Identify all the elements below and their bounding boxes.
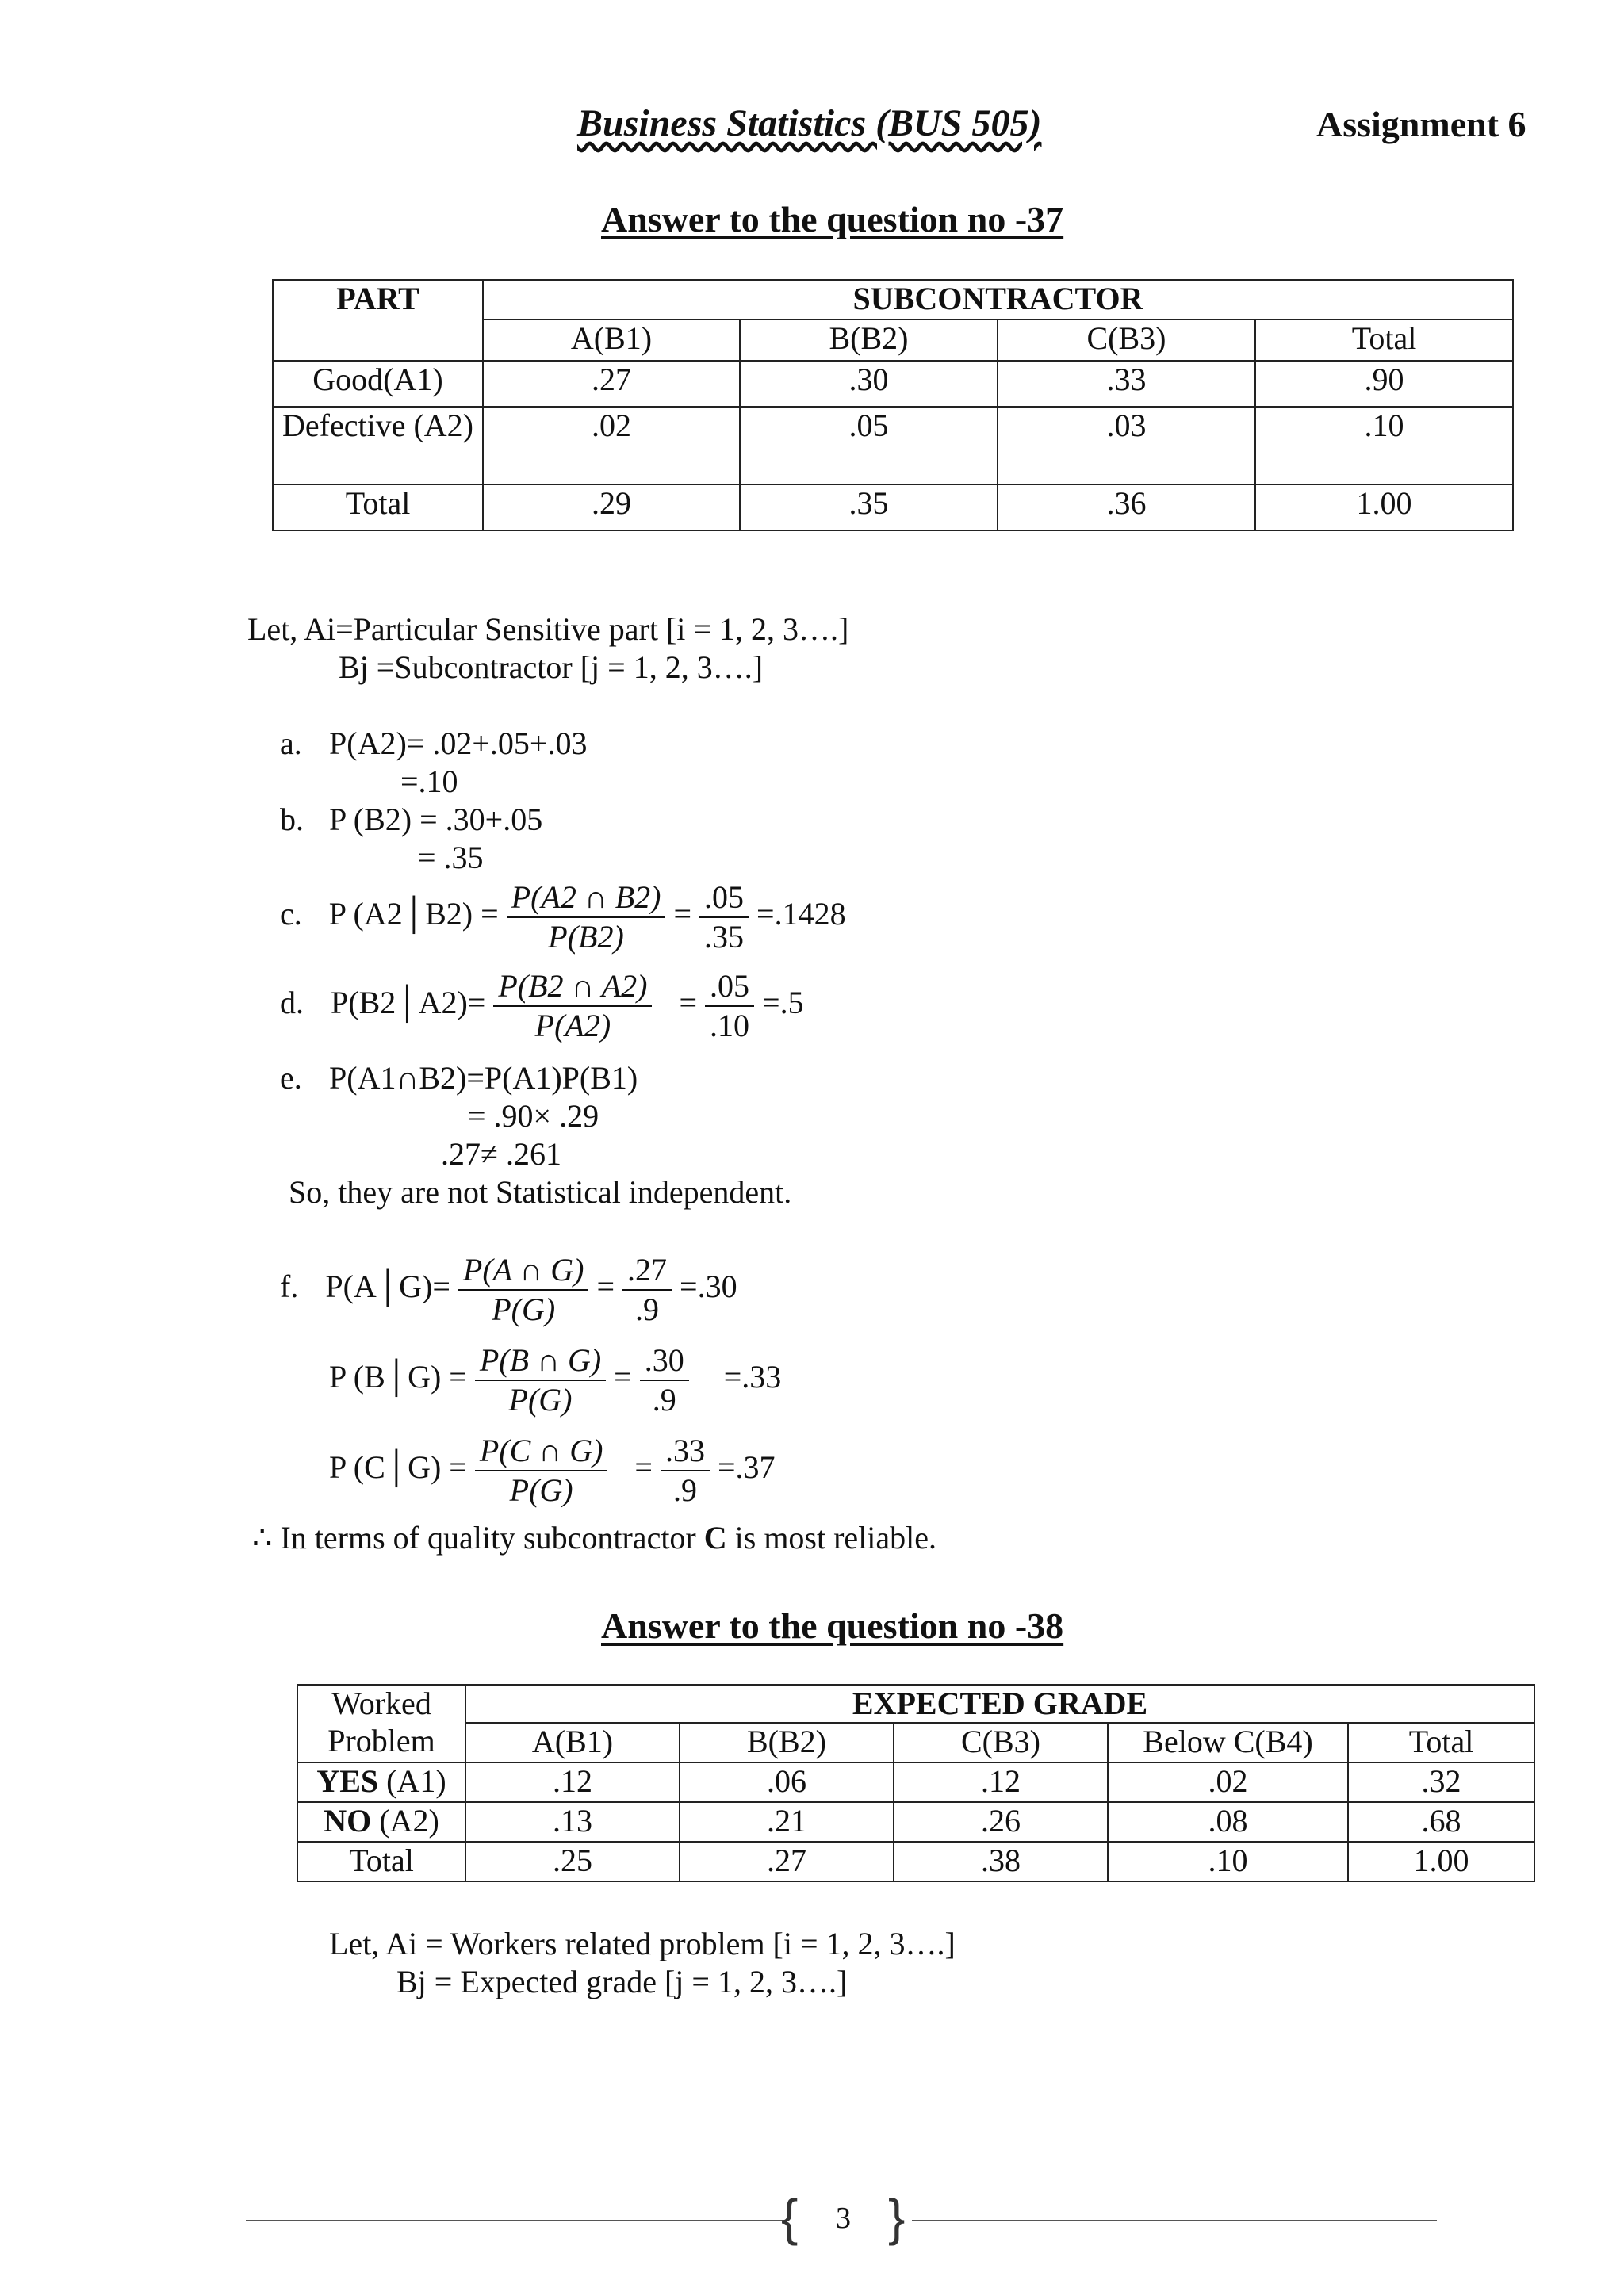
item-f-a: f. P(A│G)= $\frac{P(A \cap G)}{P(G)}$ = $\frac{.27}{.9}$ =.30 xyxy=(280,1252,737,1327)
q37-col-total: Total xyxy=(1255,320,1513,361)
q38-let-line2: Bj = Expected grade [j = 1, 2, 3….] xyxy=(396,1964,848,1999)
q38-corner-line1: Worked xyxy=(297,1685,465,1723)
q37-cell: .29 xyxy=(483,484,740,530)
item-d-value-fraction: $\frac{.05}{.10}$ xyxy=(705,967,754,1045)
therefore-symbol: ∴ xyxy=(252,1520,273,1556)
item-f-a-fraction: $\frac{P(A \cap G)}{P(G)}$ xyxy=(458,1251,589,1329)
item-e-marker: e. xyxy=(280,1060,302,1096)
q38-cell: 1.00 xyxy=(1348,1842,1534,1881)
q37-cell: .03 xyxy=(998,407,1255,484)
item-c-fraction: $\frac{P(A2 \cap B2)}{P(B2)}$ xyxy=(507,878,666,956)
item-f-c-value-fraction: $\frac{.33}{.9}$ xyxy=(661,1432,710,1510)
q38-let-line1: Let, Ai = Workers related problem [i = 1, 2, 3….] xyxy=(329,1926,956,1961)
assignment-label: Assignment 6 xyxy=(1316,104,1526,144)
q38-cell: .25 xyxy=(465,1842,680,1881)
q37-row-label: Defective (A2) xyxy=(273,407,483,484)
item-f-a-value-fraction: $\frac{.27}{.9}$ xyxy=(622,1251,672,1329)
item-c-result: =.1428 xyxy=(756,896,846,932)
item-c: c. P (A2│B2) = $\frac{P(A2 \cap B2)}{P(B2)}$ = $\frac{.05}{.35}$ =.1428 xyxy=(280,879,846,955)
footer-rule-right xyxy=(912,2220,1437,2221)
footer-bracket-left: { xyxy=(781,2189,799,2246)
q38-cell: .12 xyxy=(894,1762,1108,1802)
q38-col-c: C(B3) xyxy=(894,1723,1108,1762)
q37-cell: .36 xyxy=(998,484,1255,530)
q37-col-b: B(B2) xyxy=(740,320,998,361)
item-e-line1: P(A1∩B2)=P(A1)P(B1) xyxy=(329,1060,638,1096)
course-title: Business Statistics (BUS 505) xyxy=(577,102,1042,144)
q37-part-header: PART xyxy=(273,280,483,361)
q37-conclusion: ∴ In terms of quality subcontractor C is most reliable. xyxy=(252,1520,937,1556)
q37-let-line1: Let, Ai=Particular Sensitive part [i = 1, 2, 3….] xyxy=(247,611,849,647)
q37-cell: .90 xyxy=(1255,361,1513,407)
q38-table xyxy=(297,1684,1535,1882)
q38-cell: .32 xyxy=(1348,1762,1534,1802)
item-f-b: P (B│G) = $\frac{P(B \cap G)}{P(G)}$ = $\frac{.30}{.9}$ =.33 xyxy=(329,1342,782,1418)
q38-cell: .12 xyxy=(465,1762,680,1802)
item-a-line2: =.10 xyxy=(400,763,458,799)
q37-col-c: C(B3) xyxy=(998,320,1255,361)
q38-row-label: NO (A2) xyxy=(297,1802,465,1842)
item-f-c-fraction: $\frac{P(C \cap G)}{P(G)}$ xyxy=(475,1432,608,1510)
q38-corner-line2: Problem xyxy=(297,1723,465,1762)
q37-table xyxy=(272,279,1514,531)
q37-let-line2: Bj =Subcontractor [j = 1, 2, 3….] xyxy=(339,649,764,685)
item-c-value-fraction: $\frac{.05}{.35}$ xyxy=(699,878,749,956)
item-d-result: =.5 xyxy=(762,985,804,1021)
page-number: 3 xyxy=(836,2202,851,2235)
q38-cell: .38 xyxy=(894,1842,1108,1881)
q38-col-b: B(B2) xyxy=(680,1723,894,1762)
q38-row-label: YES (A1) xyxy=(297,1762,465,1802)
item-c-lhs: P (A2│B2) = xyxy=(328,896,499,932)
q37-cell: .02 xyxy=(483,407,740,484)
q38-cell: .10 xyxy=(1108,1842,1348,1881)
q37-col-a: A(B1) xyxy=(483,320,740,361)
q38-col-total: Total xyxy=(1348,1723,1534,1762)
q37-cell: .05 xyxy=(740,407,998,484)
q38-row-label: Total xyxy=(297,1842,465,1881)
item-b-marker: b. xyxy=(280,802,304,837)
item-d-fraction: $\frac{P(B2 \cap A2)}{P(A2)}$ xyxy=(493,967,652,1045)
q38-cell: .68 xyxy=(1348,1802,1534,1842)
item-a-marker: a. xyxy=(280,725,302,761)
q38-col-a: A(B1) xyxy=(465,1723,680,1762)
q38-cell: .08 xyxy=(1108,1802,1348,1842)
item-f-b-fraction: $\frac{P(B \cap G)}{P(G)}$ xyxy=(475,1341,606,1419)
q37-row-label: Good(A1) xyxy=(273,361,483,407)
q38-cell: .13 xyxy=(465,1802,680,1842)
item-d-marker: d. xyxy=(280,985,304,1021)
item-e-line3: .27≠ .261 xyxy=(441,1136,561,1172)
item-d: d. P(B2│A2)= $\frac{P(B2 \cap A2)}{P(A2)}$ = $\frac{.05}{.10}$ =.5 xyxy=(280,968,804,1043)
footer-rule-left xyxy=(246,2220,785,2221)
item-e-line2: = .90× .29 xyxy=(468,1098,599,1134)
item-f-b-value-fraction: $\frac{.30}{.9}$ xyxy=(640,1341,689,1419)
q37-cell: .33 xyxy=(998,361,1255,407)
q37-row-label: Total xyxy=(273,484,483,530)
item-f-marker: f. xyxy=(280,1269,299,1305)
q38-cell: .06 xyxy=(680,1762,894,1802)
q38-cell: .21 xyxy=(680,1802,894,1842)
item-a-line1: P(A2)= .02+.05+.03 xyxy=(329,725,588,761)
q38-cell: .02 xyxy=(1108,1762,1348,1802)
item-e-conclusion: So, they are not Statistical independent. xyxy=(289,1174,792,1210)
q37-cell: .30 xyxy=(740,361,998,407)
footer-bracket-right: } xyxy=(888,2189,906,2246)
q37-cell: .10 xyxy=(1255,407,1513,484)
item-b-line2: = .35 xyxy=(418,840,484,875)
q37-heading: Answer to the question no -37 xyxy=(601,199,1064,239)
q37-cell: 1.00 xyxy=(1255,484,1513,530)
q37-subcontractor-header: SUBCONTRACTOR xyxy=(483,280,1513,320)
q38-expected-grade-header: EXPECTED GRADE xyxy=(465,1685,1534,1723)
item-b-line1: P (B2) = .30+.05 xyxy=(329,802,543,837)
item-d-lhs: P(B2│A2)= xyxy=(331,985,486,1021)
item-c-marker: c. xyxy=(280,896,302,932)
q38-col-below-c: Below C(B4) xyxy=(1108,1723,1348,1762)
q38-cell: .27 xyxy=(680,1842,894,1881)
q37-cell: .35 xyxy=(740,484,998,530)
item-f-c: P (C│G) = $\frac{P(C \cap G)}{P(G)}$ = $\frac{.33}{.9}$ =.37 xyxy=(329,1433,776,1508)
q38-heading: Answer to the question no -38 xyxy=(601,1605,1064,1646)
q37-cell: .27 xyxy=(483,361,740,407)
q38-cell: .26 xyxy=(894,1802,1108,1842)
